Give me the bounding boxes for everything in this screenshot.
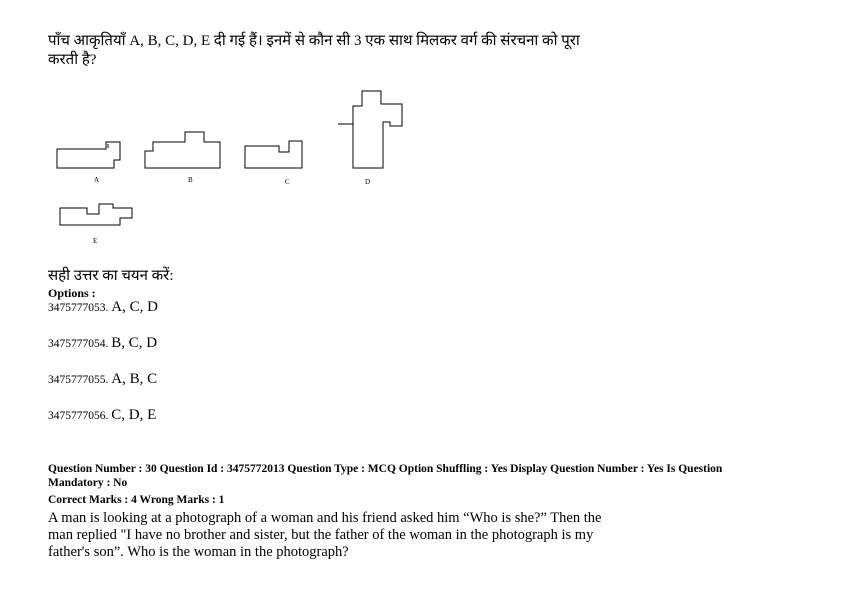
option-1[interactable] [48,299,158,316]
option-4[interactable] [48,407,156,424]
figure-label-b: B [188,176,193,184]
puzzle-figures-svg [40,86,420,256]
option-3-id: 3475777055. [48,374,109,386]
option-2-value: B, C, D [111,335,158,351]
option-3-value: A, B, C [111,371,158,387]
options-title: Options : [48,286,96,300]
figure-e [60,204,132,225]
figure-a [57,142,120,168]
question-2-line-2: man replied "I have no brother and sister, but the father of the woman in the photograph is my [48,527,594,543]
question-2-marks: Correct Marks : 4 Wrong Marks : 1 [48,494,225,506]
question-1-text [48,32,648,70]
puzzle-figures [40,86,420,256]
answer-prompt: सही उत्तर का चयन करें: [48,268,174,284]
option-1-value: A, C, D [111,299,158,315]
question-2-line-1: A man is looking at a photograph of a woman and his friend asked him “Who is she?” Then the [48,510,602,526]
figure-label-c: C [285,178,290,186]
question-1-line-2: करती है? [48,52,97,68]
option-1-id: 3475777053. [48,302,109,314]
question-1-line-1: पाँच आकृतियाँ A, B, C, D, E दी गई हैं। इनमें से कौन सी 3 एक साथ मिलकर वर्ग की संरचना को पूरा [48,33,580,49]
figure-label-e: E [93,237,98,245]
question-2-meta [48,462,788,490]
figure-label-d: D [365,178,371,186]
question-2-meta-line-1: Question Number : 30 Question Id : 3475772013 Question Type : MCQ Option Shuffling : Yes Display Question Number : Yes Is Question [48,463,723,475]
option-2-id: 3475777054. [48,338,109,350]
option-4-value: C, D, E [111,407,157,423]
figure-c [245,141,302,168]
question-2-line-3: father's son”. Who is the woman in the photograph? [48,544,349,560]
question-2-text [48,510,648,561]
option-4-id: 3475777056. [48,410,109,422]
option-3[interactable] [48,371,157,388]
figure-d [338,91,402,168]
figure-b [145,132,220,168]
figure-label-a: A [94,176,100,184]
option-2[interactable] [48,335,157,352]
question-2-meta-line-2: Mandatory : No [48,477,128,489]
